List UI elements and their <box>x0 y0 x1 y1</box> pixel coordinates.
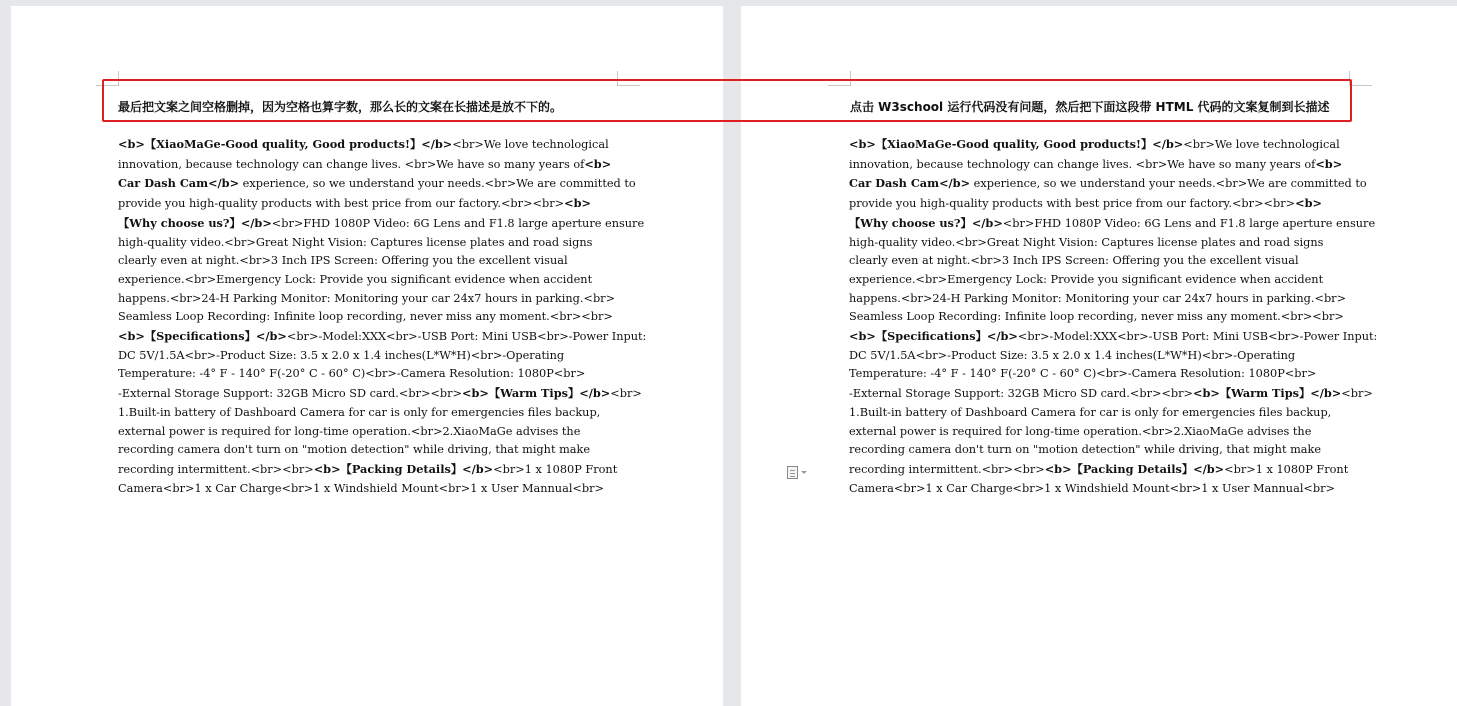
text-line: happens.<br>24-H Parking Monitor: Monitoring your car 24x7 hours in parking.<br> <box>849 291 1347 305</box>
text-line: DC 5V/1.5A<br>-Product Size: 3.5 x 2.0 x 1.4 inches(L*W*H)<br>-Operating <box>849 348 1296 362</box>
text-line: experience.<br>Emergency Lock: Provide you significant evidence when accident <box>849 272 1324 286</box>
text-line: experience.<br>Emergency Lock: Provide you significant evidence when accident <box>118 272 593 286</box>
text-line: Seamless Loop Recording: Infinite loop recording, never miss any moment.<br><br> <box>118 310 613 324</box>
text-line: recording camera don't turn on "motion detection" while driving, that might make <box>849 443 1322 457</box>
text-line: Car Dash Cam</b> experience, so we understand your needs.<br>We are committed to <box>118 176 636 191</box>
text-line: innovation, because technology can change lives. <br>We have so many years of<b> <box>118 156 612 171</box>
text-line: Car Dash Cam</b> experience, so we understand your needs.<br>We are committed to <box>849 176 1367 191</box>
text-line: recording camera don't turn on "motion detection" while driving, that might make <box>118 443 591 457</box>
document-page-left[interactable] <box>11 6 723 706</box>
text-line: Seamless Loop Recording: Infinite loop recording, never miss any moment.<br><br> <box>849 310 1344 324</box>
margin-corner-mark <box>617 71 640 86</box>
text-line: -External Storage Support: 32GB Micro SD card.<br><br><b>【Warm Tips】</b><br> <box>118 386 642 401</box>
text-line: <b>【Specifications】</b><br>-Model:XXX<br>-USB Port: Mini USB<br>-Power Input: <box>849 329 1378 344</box>
text-line: <b>【Specifications】</b><br>-Model:XXX<br>-USB Port: Mini USB<br>-Power Input: <box>118 329 647 344</box>
text-line: Temperature: -4° F - 140° F(-20° C - 60° C)<br>-Camera Resolution: 1080P<br> <box>849 367 1317 381</box>
text-line: <b>【XiaoMaGe-Good quality, Good products!】</b><br>We love technological <box>849 137 1340 151</box>
margin-corner-mark <box>96 71 119 86</box>
text-line: innovation, because technology can change lives. <br>We have so many years of<b> <box>849 156 1343 171</box>
text-line: clearly even at night.<br>3 Inch IPS Screen: Offering you the excellent visual <box>118 254 568 268</box>
paste-options-button[interactable] <box>787 466 807 479</box>
document-page-right[interactable] <box>741 6 1457 706</box>
text-line: recording intermittent.<br><br><b>【Packing Details】</b><br>1 x 1080P Front <box>849 461 1349 476</box>
text-line: external power is required for long-time operation.<br>2.XiaoMaGe advises the <box>118 424 581 438</box>
html-code-text-block[interactable] <box>118 135 647 498</box>
text-line: Camera<br>1 x Car Charge<br>1 x Windshield Mount<br>1 x User Mannual<br> <box>118 481 604 495</box>
text-line: 【Why choose us?】</b><br>FHD 1080P Video: 6G Lens and F1.8 large aperture ensure <box>118 215 645 230</box>
text-line: high-quality video.<br>Great Night Vision: Captures license plates and road signs <box>849 235 1324 249</box>
text-line: high-quality video.<br>Great Night Vision: Captures license plates and road signs <box>118 235 593 249</box>
text-line: happens.<br>24-H Parking Monitor: Monitoring your car 24x7 hours in parking.<br> <box>118 291 616 305</box>
margin-corner-mark <box>828 71 851 86</box>
page-heading: 最后把文案之间空格删掉，因为空格也算字数，那么长的文案在长描述是放不下的。 <box>118 100 563 114</box>
text-line: 1.Built-in battery of Dashboard Camera for car is only for emergencies files backup, <box>849 405 1332 419</box>
text-line: Camera<br>1 x Car Charge<br>1 x Windshield Mount<br>1 x User Mannual<br> <box>849 481 1335 495</box>
text-line: <b>【XiaoMaGe-Good quality, Good products!】</b><br>We love technological <box>118 137 609 151</box>
html-code-text-block[interactable] <box>849 135 1378 498</box>
text-line: provide you high-quality products with best price from our factory.<br><br><b> <box>118 196 591 211</box>
paste-options-icon <box>787 466 798 479</box>
text-line: provide you high-quality products with best price from our factory.<br><br><b> <box>849 196 1322 211</box>
chevron-down-icon <box>801 471 807 474</box>
margin-corner-mark <box>1349 71 1372 86</box>
page-heading: 点击 W3school 运行代码没有问题，然后把下面这段带 HTML 代码的文案复制到长描述 <box>850 100 1330 114</box>
text-line: Temperature: -4° F - 140° F(-20° C - 60° C)<br>-Camera Resolution: 1080P<br> <box>118 367 586 381</box>
text-line: external power is required for long-time operation.<br>2.XiaoMaGe advises the <box>849 424 1312 438</box>
text-line: -External Storage Support: 32GB Micro SD card.<br><br><b>【Warm Tips】</b><br> <box>849 386 1373 401</box>
text-line: clearly even at night.<br>3 Inch IPS Screen: Offering you the excellent visual <box>849 254 1299 268</box>
text-line: 【Why choose us?】</b><br>FHD 1080P Video: 6G Lens and F1.8 large aperture ensure <box>849 215 1376 230</box>
text-line: DC 5V/1.5A<br>-Product Size: 3.5 x 2.0 x 1.4 inches(L*W*H)<br>-Operating <box>118 348 565 362</box>
text-line: recording intermittent.<br><br><b>【Packing Details】</b><br>1 x 1080P Front <box>118 461 618 476</box>
text-line: 1.Built-in battery of Dashboard Camera for car is only for emergencies files backup, <box>118 405 601 419</box>
